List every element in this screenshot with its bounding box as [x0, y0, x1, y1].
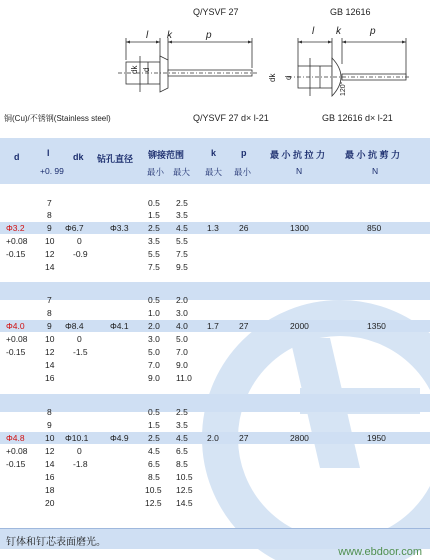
cell-dk: 0: [77, 446, 82, 456]
cell-k: 1.7: [207, 321, 219, 331]
cell-l: 10: [45, 236, 55, 246]
header-grip: 铆接范围: [148, 150, 185, 160]
cell-grip-max: 2.5: [176, 198, 188, 208]
cell-dk: Φ6.7: [65, 223, 84, 233]
right-angle-label: 120°: [340, 81, 347, 96]
cell-grip-min: 1.5: [148, 210, 160, 220]
right-dim-p: p: [370, 26, 376, 37]
cell-d: +0.08: [6, 446, 28, 456]
cell-l: 9: [47, 223, 52, 233]
cell-grip-min: 8.5: [148, 472, 160, 482]
cell-grip-max: 7.5: [176, 249, 188, 259]
cell-grip-max: 4.5: [176, 433, 188, 443]
left-dim-p: p: [206, 30, 212, 41]
group-separator-1: [0, 282, 430, 300]
cell-dk: 0: [77, 334, 82, 344]
table-header: [0, 138, 430, 184]
header-l-tol: +0. 99: [40, 166, 64, 176]
cell-p: 27: [239, 433, 249, 443]
cell-dk: -0.9: [73, 249, 88, 259]
cell-grip-max: 12.5: [176, 485, 193, 495]
cell-l: 12: [45, 249, 55, 259]
left-standard-label: Q/YSVF 27: [193, 7, 239, 17]
cell-grip-max: 7.0: [176, 347, 188, 357]
cell-grip-min: 10.5: [145, 485, 162, 495]
cell-grip-max: 2.5: [176, 407, 188, 417]
rivet-drawing-right: [282, 26, 412, 106]
cell-d: Φ4.8: [6, 433, 25, 443]
cell-l: 10: [45, 334, 55, 344]
watermark-text: www.ebdoor.com: [338, 546, 422, 558]
cell-grip-min: 0.5: [148, 295, 160, 305]
cell-tensile: 1300: [290, 223, 309, 233]
cell-l: 14: [45, 262, 55, 272]
cell-grip-max: 8.5: [176, 459, 188, 469]
cell-l: 7: [47, 198, 52, 208]
header-p-sub: 最小: [234, 167, 252, 177]
cell-grip-max: 10.5: [176, 472, 193, 482]
cell-l: 16: [45, 373, 55, 383]
cell-grip-max: 3.5: [176, 420, 188, 430]
cell-l: 8: [47, 407, 52, 417]
header-p: p: [241, 148, 247, 158]
cell-shear: 1350: [367, 321, 386, 331]
cell-l: 9: [47, 420, 52, 430]
cell-tensile: 2000: [290, 321, 309, 331]
cell-grip-max: 4.5: [176, 223, 188, 233]
left-dim-l: l: [146, 30, 149, 41]
cell-grip-min: 5.5: [148, 249, 160, 259]
cell-p: 27: [239, 321, 249, 331]
footer-note: 钉体和钉芯表面磨光。: [6, 537, 106, 548]
left-dim-d: d: [142, 67, 151, 72]
header-d: d: [14, 152, 20, 162]
right-dim-d: d: [284, 75, 293, 80]
right-dim-dk: dk: [268, 73, 277, 82]
cell-l: 20: [45, 498, 55, 508]
cell-d: -0.15: [6, 459, 26, 469]
cell-grip-min: 9.0: [148, 373, 160, 383]
header-shear: 最 小 抗 剪 力: [345, 150, 401, 160]
designation-right: GB 12616 d× l-21: [322, 113, 393, 123]
cell-grip-min: 7.5: [148, 262, 160, 272]
cell-grip-max: 5.5: [176, 236, 188, 246]
cell-grip-min: 3.0: [148, 334, 160, 344]
header-tensile-unit: N: [296, 166, 303, 176]
cell-tensile: 2800: [290, 433, 309, 443]
cell-l: 12: [45, 347, 55, 357]
cell-k: 2.0: [207, 433, 219, 443]
cell-grip-max: 3.5: [176, 210, 188, 220]
cell-k: 1.3: [207, 223, 219, 233]
cell-d: +0.08: [6, 334, 28, 344]
left-dim-k: k: [167, 30, 172, 41]
cell-grip-min: 3.5: [148, 236, 160, 246]
cell-grip-min: 1.0: [148, 308, 160, 318]
cell-d: -0.15: [6, 347, 26, 357]
cell-grip-min: 12.5: [145, 498, 162, 508]
cell-dk: -1.8: [73, 459, 88, 469]
cell-d: +0.08: [6, 236, 28, 246]
cell-grip-max: 11.0: [176, 373, 192, 383]
cell-grip-max: 9.5: [176, 262, 188, 272]
cell-l: 16: [45, 472, 55, 482]
header-shear-unit: N: [372, 166, 379, 176]
cell-dk: 0: [77, 236, 82, 246]
cell-grip-min: 0.5: [148, 407, 160, 417]
cell-grip-min: 4.5: [148, 446, 160, 456]
cell-l: 9: [47, 321, 52, 331]
right-dim-l: l: [312, 26, 315, 37]
cell-dk: Φ10.1: [65, 433, 89, 443]
header-k: k: [211, 148, 217, 158]
cell-grip-min: 2.5: [148, 433, 160, 443]
cell-l: 12: [45, 446, 55, 456]
cell-shear: 850: [367, 223, 382, 233]
rivet-drawing-left: [118, 20, 260, 100]
header-grip-min: 最小: [147, 167, 165, 177]
cell-grip-min: 0.5: [148, 198, 160, 208]
cell-l: 14: [45, 360, 55, 370]
cell-grip-max: 4.0: [176, 321, 188, 331]
cell-grip-min: 1.5: [148, 420, 160, 430]
designation-left: Q/YSVF 27 d× l-21: [193, 113, 269, 123]
cell-l: 8: [47, 210, 52, 220]
cell-d: Φ4.0: [6, 321, 25, 331]
cell-grip-min: 2.5: [148, 223, 160, 233]
header-l: l: [47, 148, 50, 158]
cell-l: 8: [47, 308, 52, 318]
cell-l: 14: [45, 459, 55, 469]
cell-grip-min: 6.5: [148, 459, 160, 469]
cell-drill: Φ3.3: [110, 223, 129, 233]
cell-l: 10: [45, 433, 55, 443]
group-separator-2: [0, 394, 430, 412]
cell-shear: 1950: [367, 433, 386, 443]
cell-drill: Φ4.1: [110, 321, 129, 331]
cell-grip-max: 3.0: [176, 308, 188, 318]
header-dk: dk: [73, 152, 84, 162]
spec-table: [0, 138, 430, 560]
cell-grip-max: 2.0: [176, 295, 188, 305]
cell-grip-max: 5.0: [176, 334, 188, 344]
cell-drill: Φ4.9: [110, 433, 129, 443]
cell-dk: -1.5: [73, 347, 88, 357]
cell-d: Φ3.2: [6, 223, 25, 233]
cell-grip-min: 5.0: [148, 347, 160, 357]
header-drill: 钻孔直径: [97, 154, 134, 164]
right-dim-k: k: [336, 26, 341, 37]
header-tensile: 最 小 抗 拉 力: [270, 150, 326, 160]
watermark-logo-icon: [0, 138, 430, 560]
left-dim-dk: dk: [130, 65, 139, 74]
cell-grip-min: 7.0: [148, 360, 160, 370]
cell-d: -0.15: [6, 249, 26, 259]
cell-l: 18: [45, 485, 55, 495]
header-grip-max: 最大: [173, 167, 191, 177]
cell-p: 26: [239, 223, 249, 233]
material-label: 铜(Cu)/不锈钢(Stainless steel): [4, 114, 111, 123]
cell-l: 7: [47, 295, 52, 305]
drawing-area: [0, 0, 430, 120]
header-k-sub: 最大: [205, 167, 223, 177]
right-standard-label: GB 12616: [330, 7, 371, 17]
cell-grip-max: 9.0: [176, 360, 188, 370]
cell-grip-max: 6.5: [176, 446, 188, 456]
cell-grip-max: 14.5: [176, 498, 193, 508]
cell-grip-min: 2.0: [148, 321, 160, 331]
cell-dk: Φ8.4: [65, 321, 84, 331]
